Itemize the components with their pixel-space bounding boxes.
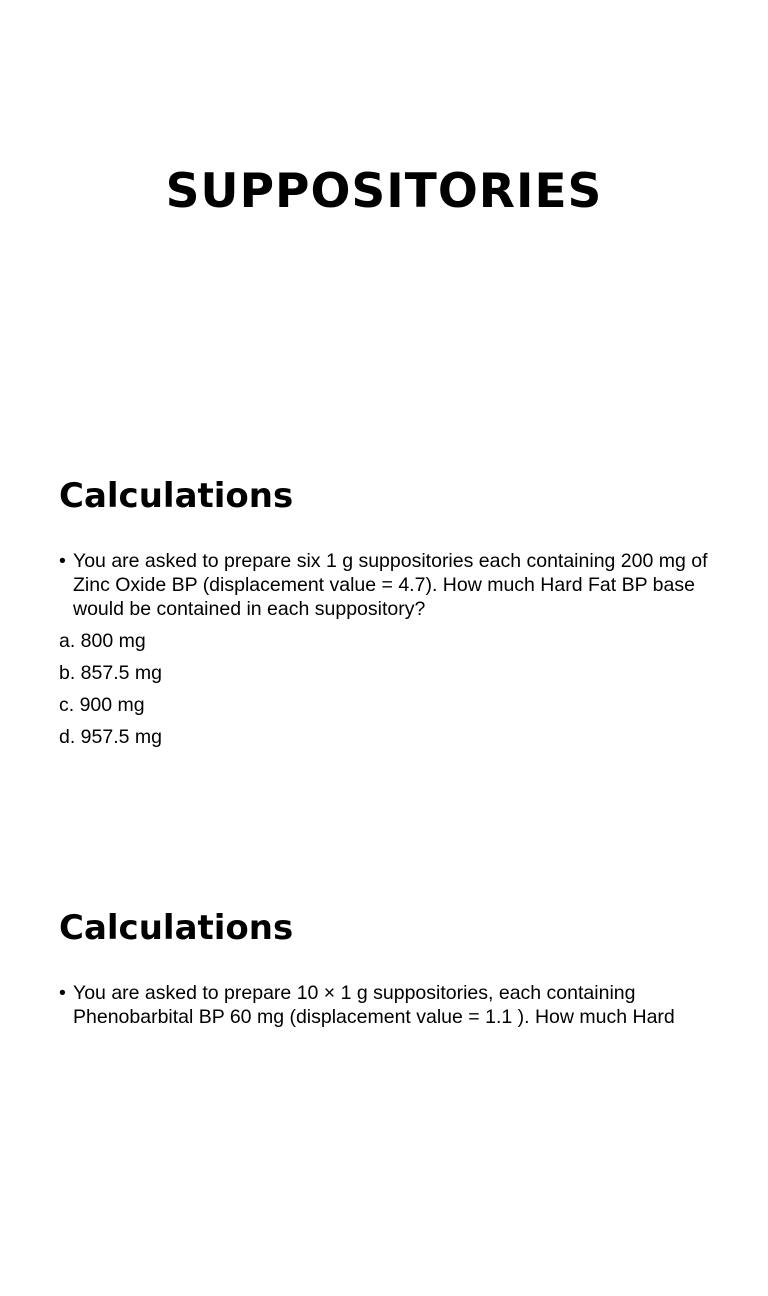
option-c: c. 900 mg bbox=[59, 694, 145, 716]
slide-body bbox=[59, 549, 719, 757]
option-d: d. 957.5 mg bbox=[59, 726, 162, 748]
slide-title: SUPPOSITORIES bbox=[165, 164, 603, 219]
option-b: b. 857.5 mg bbox=[59, 662, 162, 684]
answer-options bbox=[59, 629, 719, 749]
question-bullet bbox=[59, 549, 719, 621]
bullet-icon: • bbox=[59, 982, 66, 1004]
question-bullet bbox=[59, 981, 719, 1029]
slide-body bbox=[59, 981, 719, 1029]
calculations-slide-2 bbox=[0, 864, 768, 1296]
question-text: You are asked to prepare six 1 g suppositories each containing 200 mg of Zinc Oxide BP (displacement value = 4.7). How much Hard Fat BP base would be contained in each suppository? bbox=[73, 550, 708, 620]
slide-heading: Calculations bbox=[59, 908, 294, 948]
slide-heading: Calculations bbox=[59, 476, 294, 516]
bullet-icon: • bbox=[59, 550, 66, 572]
question-text: You are asked to prepare 10 × 1 g suppositories, each containing Phenobarbital BP 60 mg (displacement value = 1.1 ). How much Hard bbox=[73, 982, 675, 1028]
option-a: a. 800 mg bbox=[59, 630, 146, 652]
calculations-slide-1 bbox=[0, 432, 768, 864]
title-slide bbox=[0, 0, 768, 432]
